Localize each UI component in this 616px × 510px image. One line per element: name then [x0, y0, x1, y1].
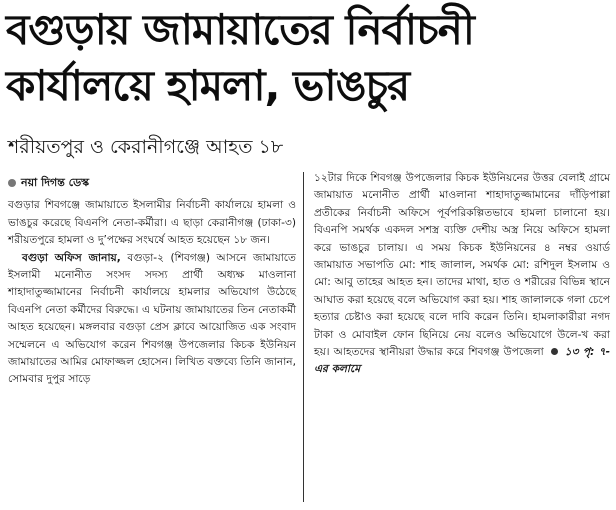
- headline-line-2: কার্যালয়ে হামলা, ভাঙচুর: [6, 61, 410, 110]
- continuation-note: ১৩ পৃ: ৭-এর কলামে: [314, 346, 610, 376]
- continued-paragraph: [314, 170, 610, 379]
- body-paragraph: [8, 250, 296, 389]
- bullet-icon: [551, 348, 558, 355]
- byline: [8, 174, 296, 191]
- bullet-icon: [8, 179, 16, 187]
- intro-paragraph: বগুড়ার শিবগঞ্জে জামায়াতে ইসলামীর নির্বাচনী কার্যালয়ে হামলা ও ভাঙচুর করেছে বিএনপি নেতা-কর্মীরা। এ ছাড়া কেরানীগঞ্জ (ঢাকা-৩) শরীয়তপুরে হামলা ও দু’পক্ষের সংঘর্ষে আহত হয়েছেন ১৮ জন।: [8, 199, 296, 247]
- left-column: [8, 170, 296, 389]
- headline: [6, 2, 610, 114]
- dateline-body: বগুড়া-২ (শিবগঞ্জ) আসনে জামায়াতে ইসলামী মনোনীত সংসদ সদস্য প্রার্থী অধ্যক্ষ মাওলানা শাহাদাতুজ্জামানের নির্বাচনী কার্যালয়ে হামলার অভিযোগ উঠেছে বিএনপি নেতা কর্মীদের বিরুদ্ধে। এ ঘটনায় জামায়াতের তিন নেতাকর্মী আহত হয়েছেন। মঙ্গলবার বগুড়া প্রেস ক্লাবে আয়োজিত এক সংবাদ সম্মেলনে এ অভিযোগ করেন শিবগঞ্জ উপজেলার কিচক ইউনিয়ন জামায়াতের আমির মোফাজ্জল হোসেন। লিখিত বক্তব্যে তিনি জানান, সোমবার দুপুর সাড়ে: [8, 251, 296, 386]
- headline-line-1: বগুড়ায় জামায়াতের নির্বাচনী: [6, 5, 474, 54]
- subheadline: শরীয়তপুর ও কেরানীগঞ্জে আহত ১৮: [8, 136, 284, 158]
- right-column: [314, 170, 610, 379]
- continued-text: ১২টার দিকে শিবগঞ্জ উপজেলার কিচক ইউনিয়নের উত্তর বেলাই গ্রামে জামায়াত মনোনীত প্রার্থী মাওলানা শাহাদাতুজ্জামানের দাঁড়িপাল্লা প্রতীকের নির্বাচনী অফিসে পূর্বপরিকল্পিতভাবে হামলা চালানো হয়। বিএনপি সমর্থক একদল সশস্ত্র ব্যক্তি দেশীয় অস্ত্র নিয়ে অফিসে হামলা করে ভাঙচুর চালায়। এ সময় কিচক ইউনিয়নের ৪ নম্বর ওয়ার্ড জামায়াত সভাপতি মো: শাহ জালাল, সমর্থক মো: রশিদুল ইসলাম ও মো: আবু তাহের আহত হন। তাদের মাথা, হাত ও শরীরের বিভিন্ন স্থানে আঘাত করা হয়েছে বলে অভিযোগ করা হয়। শাহ জালালকে গলা চেপে হত্যার চেষ্টাও করা হয়েছে বলে দাবি করেন তিনি। হামলাকারীরা নগদ টাকা ও মোবাইল ফোন ছিনিয়ে নেয় বলেও অভিযোগে উলে-খ করা হয়। আহতদের স্থানীয়রা উদ্ধার করে শিবগঞ্জ উপজেলা: [314, 172, 610, 359]
- dateline: বগুড়া অফিস জানায়,: [22, 251, 121, 264]
- article-body: [0, 170, 616, 510]
- byline-text: নয়া দিগন্ত ডেস্ক: [21, 176, 90, 189]
